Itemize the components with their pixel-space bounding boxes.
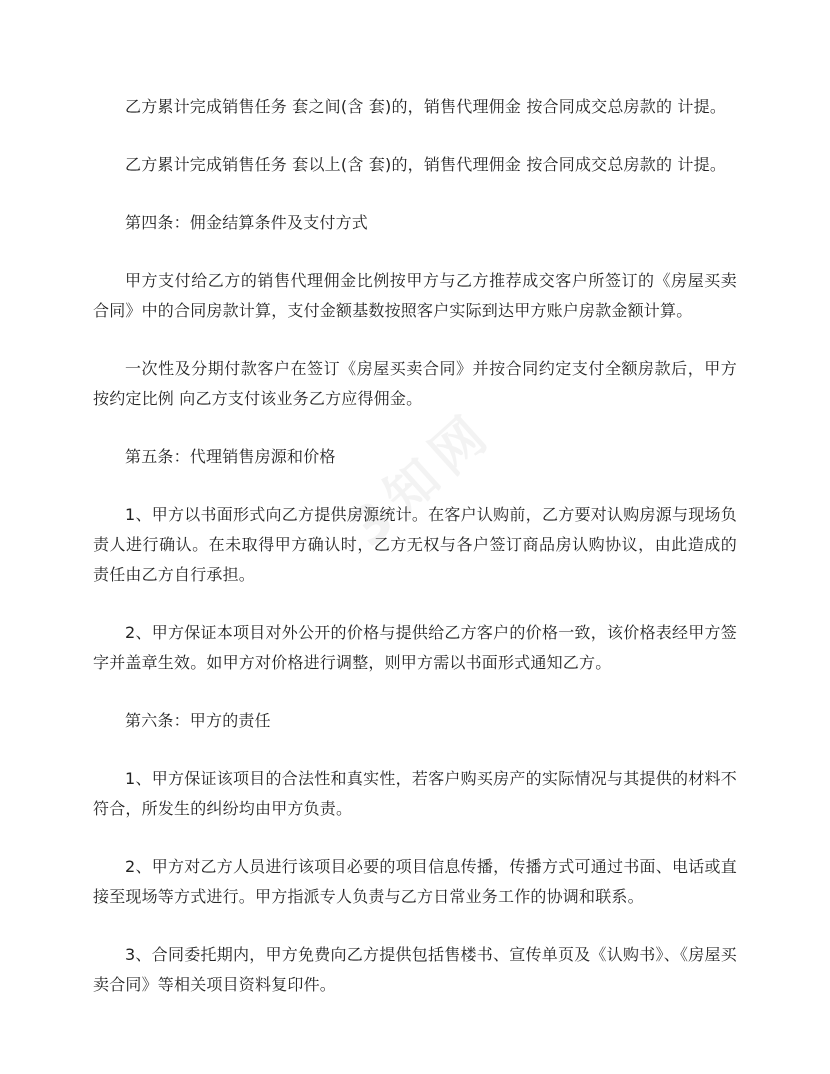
heading-article-6: 第六条：甲方的责任: [125, 711, 271, 730]
paragraph-housing-source: 1、甲方以书面形式向乙方提供房源统计。在客户认购前，乙方要对认购房源与现场负责人进行确认。在未取得甲方确认时，乙方无权与各户签订商品房认购协议，由此造成的责任由乙方自行承担。: [93, 505, 737, 584]
paragraph-price-consistency: 2、甲方保证本项目对外公开的价格与提供给乙方客户的价格一致，该价格表经甲方签字并盖章生效。如甲方对价格进行调整，则甲方需以书面形式通知乙方。: [93, 623, 737, 672]
paragraph-commission-basis: 甲方支付给乙方的销售代理佣金比例按甲方与乙方推荐成交客户所签订的《房屋买卖合同》中的合同房款计算，支付金额基数按照客户实际到达甲方账户房款金额计算。: [93, 271, 737, 320]
paragraph-party-a-materials: 3、合同委托期内，甲方免费向乙方提供包括售楼书、宣传单页及《认购书》、《房屋买卖合同》等相关项目资料复印件。: [93, 945, 737, 994]
paragraph-commission-tier-2: 乙方累计完成销售任务 套以上(含 套)的，销售代理佣金 按合同成交总房款的 计提。: [125, 155, 727, 174]
heading-article-5: 第五条：代理销售房源和价格: [125, 447, 336, 466]
watermark: 3知网: [338, 400, 506, 559]
paragraph-party-a-legality: 1、甲方保证该项目的合法性和真实性，若客户购买房产的实际情况与其提供的材料不符合，所发生的纠纷均由甲方负责。: [93, 769, 737, 818]
paragraph-party-a-information: 2、甲方对乙方人员进行该项目必要的项目信息传播，传播方式可通过书面、电话或直接至现场等方式进行。甲方指派专人负责与乙方日常业务工作的协调和联系。: [93, 857, 737, 906]
paragraph-commission-tier-1: 乙方累计完成销售任务 套之间(含 套)的，销售代理佣金 按合同成交总房款的 计提。: [125, 97, 727, 116]
document-body: [93, 92, 737, 1028]
heading-article-4: 第四条：佣金结算条件及支付方式: [125, 213, 369, 232]
paragraph-commission-payment: 一次性及分期付款客户在签订《房屋买卖合同》并按合同约定支付全额房款后，甲方按约定比例 向乙方支付该业务乙方应得佣金。: [93, 359, 737, 408]
